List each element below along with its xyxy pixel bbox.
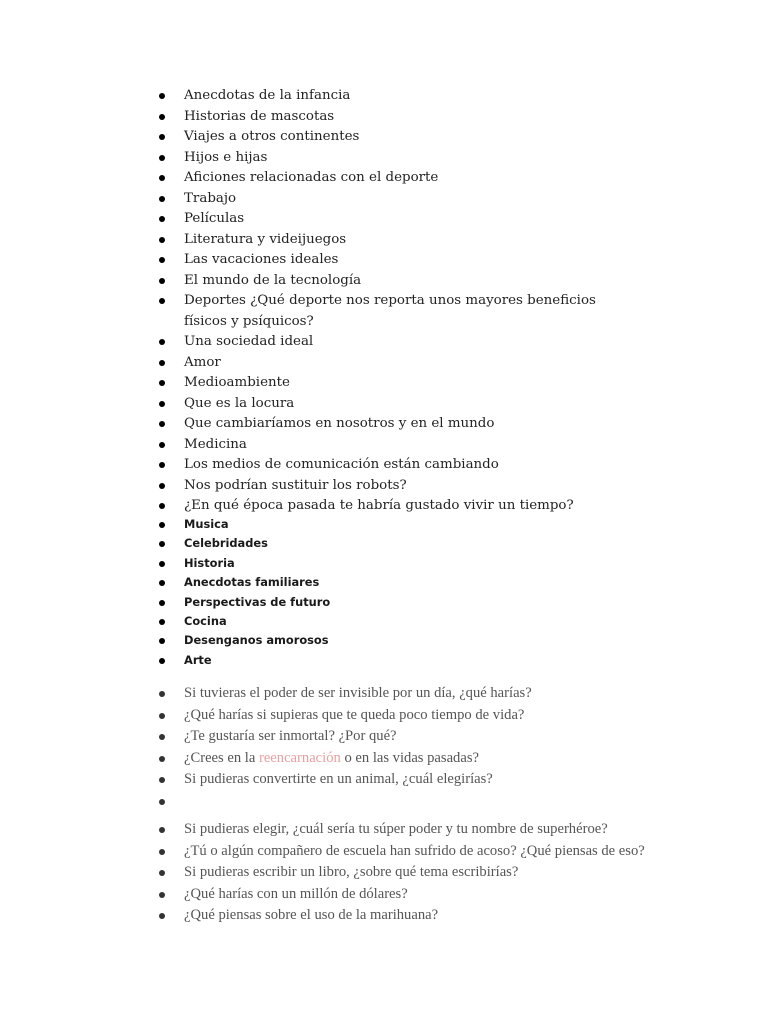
list-item: ¿Qué harías si supieras que te queda poco tiempo de vida?: [157, 705, 532, 727]
list-item: Que cambiaríamos en nosotros y en el mundo: [157, 414, 624, 435]
question-list-b: [157, 819, 645, 927]
list-item: Trabajo: [157, 189, 624, 210]
bullet-icon: [159, 462, 165, 468]
bullet-icon: [159, 522, 165, 528]
bullet-icon: [159, 442, 165, 448]
list-item: ¿Qué piensas sobre el uso de la marihuana?: [157, 905, 645, 927]
list-item: Musica: [157, 515, 330, 534]
bullet-icon: [159, 483, 165, 489]
bullet-icon: [159, 237, 165, 243]
bullet-icon: [159, 561, 165, 567]
bullet-icon: [159, 196, 165, 202]
bullet-icon: [159, 339, 165, 345]
bullet-icon: [159, 913, 165, 919]
bullet-icon: [159, 756, 165, 762]
question-list-a: [157, 683, 532, 813]
list-item: El mundo de la tecnología: [157, 271, 624, 292]
list-item: ¿Tú o algún compañero de escuela han sufrido de acoso? ¿Qué piensas de eso?: [157, 841, 645, 863]
list-item: Cocina: [157, 612, 330, 631]
list-item: Celebridades: [157, 534, 330, 553]
list-item: ¿Qué harías con un millón de dólares?: [157, 884, 645, 906]
empty-list-item: [157, 791, 532, 813]
bullet-icon: [159, 619, 165, 625]
reencarnacion-link[interactable]: reencarnación: [258, 749, 341, 766]
list-item: ¿En qué época pasada te habría gustado vivir un tiempo?: [157, 496, 624, 517]
bullet-icon: [159, 503, 165, 509]
list-item: Aficiones relacionadas con el deporte: [157, 168, 624, 189]
bullet-icon: [159, 421, 165, 427]
bullet-icon: [159, 93, 165, 99]
bullet-icon: [159, 580, 165, 586]
list-item: Viajes a otros continentes: [157, 127, 624, 148]
topic-list: [157, 86, 624, 517]
bullet-icon: [159, 734, 165, 740]
list-item: Anecdotas familiares: [157, 573, 330, 592]
list-item: ¿Crees en la reencarnación o en las vidas pasadas?: [157, 748, 532, 770]
bullet-icon: [159, 600, 165, 606]
list-item: Los medios de comunicación están cambiando: [157, 455, 624, 476]
list-item: Deportes ¿Qué deporte nos reporta unos mayores beneficios físicos y psíquicos?: [157, 291, 624, 332]
list-item: Que es la locura: [157, 394, 624, 415]
list-item: ¿Te gustaría ser inmortal? ¿Por qué?: [157, 726, 532, 748]
bullet-icon: [159, 401, 165, 407]
bullet-icon: [159, 827, 165, 833]
bullet-icon: [159, 799, 165, 805]
list-item: Medioambiente: [157, 373, 624, 394]
list-item: Si pudieras elegir, ¿cuál sería tu súper poder y tu nombre de superhéroe?: [157, 819, 645, 841]
list-item: Anecdotas de la infancia: [157, 86, 624, 107]
list-item: Literatura y videijuegos: [157, 230, 624, 251]
bullet-icon: [159, 870, 165, 876]
bold-topic-list: [157, 515, 330, 670]
list-item: Medicina: [157, 435, 624, 456]
bullet-icon: [159, 298, 165, 304]
list-item: Desenganos amorosos: [157, 631, 330, 650]
list-item: Películas: [157, 209, 624, 230]
bullet-icon: [159, 155, 165, 161]
bullet-icon: [159, 638, 165, 644]
bullet-icon: [159, 658, 165, 664]
list-item: Si pudieras escribir un libro, ¿sobre qué tema escribirías?: [157, 862, 645, 884]
bullet-icon: [159, 777, 165, 783]
bullet-icon: [159, 691, 165, 697]
bullet-icon: [159, 278, 165, 284]
list-item: Arte: [157, 651, 330, 670]
list-item: Historia: [157, 554, 330, 573]
bullet-icon: [159, 541, 165, 547]
bullet-icon: [159, 360, 165, 366]
bullet-icon: [159, 380, 165, 386]
list-item: Si pudieras convertirte en un animal, ¿cuál elegirías?: [157, 769, 532, 791]
bullet-icon: [159, 713, 165, 719]
bullet-icon: [159, 114, 165, 120]
list-item: Hijos e hijas: [157, 148, 624, 169]
bullet-icon: [159, 134, 165, 140]
list-item: Las vacaciones ideales: [157, 250, 624, 271]
list-item: Historias de mascotas: [157, 107, 624, 128]
bullet-icon: [159, 216, 165, 222]
bullet-icon: [159, 175, 165, 181]
bullet-icon: [159, 892, 165, 898]
list-item: Una sociedad ideal: [157, 332, 624, 353]
list-item: Amor: [157, 353, 624, 374]
list-item: Perspectivas de futuro: [157, 593, 330, 612]
list-item: Nos podrían sustituir los robots?: [157, 476, 624, 497]
bullet-icon: [159, 849, 165, 855]
bullet-icon: [159, 257, 165, 263]
list-item: Si tuvieras el poder de ser invisible por un día, ¿qué harías?: [157, 683, 532, 705]
